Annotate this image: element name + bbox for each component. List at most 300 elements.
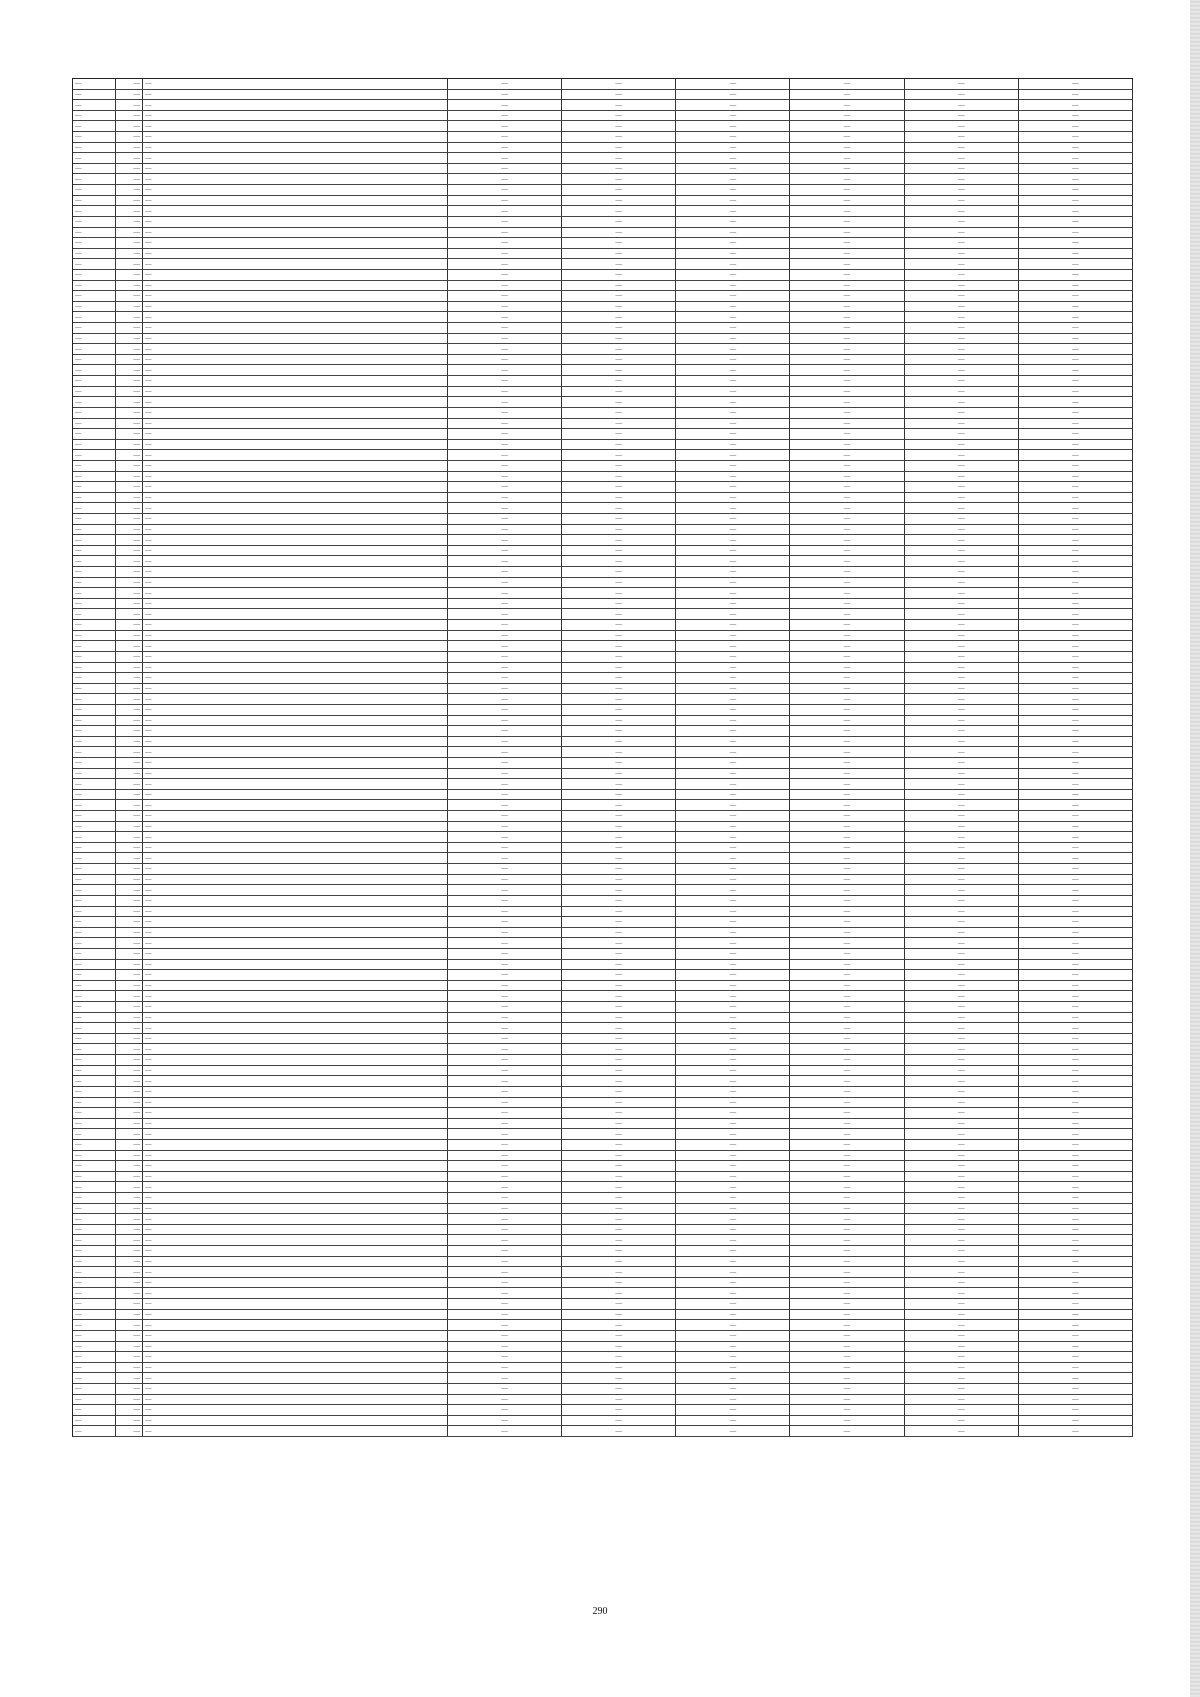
- table-cell: —: [1018, 185, 1132, 196]
- table-cell: —: [1018, 1150, 1132, 1161]
- table-cell: —: [562, 800, 676, 811]
- table-row: [73, 1383, 1133, 1394]
- table-cell: —: [1018, 142, 1132, 153]
- table-cell: —: [1018, 344, 1132, 355]
- table-cell: —: [904, 630, 1018, 641]
- table-cell: —: [73, 768, 116, 779]
- table-cell: —: [676, 1055, 790, 1066]
- table-cell: —: [73, 153, 116, 164]
- table-cell: —: [904, 1012, 1018, 1023]
- table-row: [73, 439, 1133, 450]
- table-cell: —: [676, 927, 790, 938]
- table-cell: —: [448, 959, 562, 970]
- table-cell: —: [676, 853, 790, 864]
- table-cell: —: [143, 418, 448, 429]
- table-cell: —: [790, 248, 904, 259]
- table-cell: —: [904, 1214, 1018, 1225]
- table-cell: —: [790, 1383, 904, 1394]
- table-cell: —: [676, 535, 790, 546]
- table-cell: —: [904, 545, 1018, 556]
- table-cell: —: [448, 673, 562, 684]
- table-cell: —: [790, 1330, 904, 1341]
- table-cell: —: [676, 694, 790, 705]
- table-cell: —: [676, 673, 790, 684]
- table-cell: —: [562, 535, 676, 546]
- table-cell: —: [116, 1415, 143, 1426]
- table-cell: —: [1018, 662, 1132, 673]
- table-row: [73, 238, 1133, 249]
- table-cell: —: [790, 1246, 904, 1257]
- table-cell: —: [676, 185, 790, 196]
- table-cell: —: [73, 673, 116, 684]
- table-cell: —: [116, 238, 143, 249]
- table-cell: —: [448, 609, 562, 620]
- table-cell: —: [790, 683, 904, 694]
- table-cell: —: [790, 1139, 904, 1150]
- table-cell: —: [448, 1267, 562, 1278]
- table-cell: —: [904, 1309, 1018, 1320]
- table-cell: —: [448, 1192, 562, 1203]
- table-cell: —: [562, 885, 676, 896]
- table-cell: —: [116, 429, 143, 440]
- table-cell: —: [904, 132, 1018, 143]
- table-cell: —: [73, 948, 116, 959]
- table-cell: —: [448, 694, 562, 705]
- table-cell: —: [116, 800, 143, 811]
- table-cell: —: [676, 1076, 790, 1087]
- table-cell: —: [143, 142, 448, 153]
- table-cell: —: [562, 1203, 676, 1214]
- table-cell: —: [448, 89, 562, 100]
- table-cell: —: [904, 800, 1018, 811]
- table-cell: —: [1018, 1065, 1132, 1076]
- table-cell: —: [116, 874, 143, 885]
- table-cell: —: [562, 948, 676, 959]
- table-cell: —: [116, 471, 143, 482]
- table-cell: —: [73, 970, 116, 981]
- table-cell: —: [790, 651, 904, 662]
- table-cell: —: [790, 1203, 904, 1214]
- table-cell: —: [73, 1309, 116, 1320]
- table-row: [73, 747, 1133, 758]
- table-cell: —: [73, 1161, 116, 1172]
- table-cell: —: [143, 471, 448, 482]
- table-cell: —: [562, 471, 676, 482]
- table-cell: —: [562, 216, 676, 227]
- table-cell: —: [116, 460, 143, 471]
- table-cell: —: [1018, 980, 1132, 991]
- table-cell: —: [676, 1129, 790, 1140]
- table-cell: —: [448, 439, 562, 450]
- table-cell: —: [676, 991, 790, 1002]
- table-cell: —: [448, 142, 562, 153]
- table-cell: —: [1018, 524, 1132, 535]
- table-cell: —: [676, 1405, 790, 1416]
- table-cell: —: [676, 227, 790, 238]
- table-cell: —: [73, 1277, 116, 1288]
- table-cell: —: [676, 429, 790, 440]
- table-cell: —: [790, 1320, 904, 1331]
- table-cell: —: [143, 344, 448, 355]
- table-cell: —: [562, 185, 676, 196]
- table-cell: —: [73, 386, 116, 397]
- table-cell: —: [904, 100, 1018, 111]
- table-row: [73, 259, 1133, 270]
- table-cell: —: [790, 174, 904, 185]
- table-cell: —: [143, 853, 448, 864]
- table-cell: —: [1018, 1246, 1132, 1257]
- table-cell: —: [73, 906, 116, 917]
- table-cell: —: [73, 1182, 116, 1193]
- table-cell: —: [116, 153, 143, 164]
- table-cell: —: [448, 397, 562, 408]
- table-cell: —: [73, 1097, 116, 1108]
- table-cell: —: [904, 1065, 1018, 1076]
- table-cell: —: [790, 323, 904, 334]
- table-cell: —: [1018, 1277, 1132, 1288]
- table-cell: —: [562, 365, 676, 376]
- table-cell: —: [116, 142, 143, 153]
- table-cell: —: [116, 450, 143, 461]
- table-cell: —: [143, 269, 448, 280]
- table-cell: —: [562, 588, 676, 599]
- table-cell: —: [448, 227, 562, 238]
- table-row: [73, 917, 1133, 928]
- table-row: [73, 885, 1133, 896]
- table-cell: —: [1018, 1055, 1132, 1066]
- table-cell: —: [116, 1362, 143, 1373]
- table-cell: —: [73, 545, 116, 556]
- table-cell: —: [116, 736, 143, 747]
- table-cell: —: [904, 980, 1018, 991]
- table-cell: —: [116, 100, 143, 111]
- table-cell: —: [73, 980, 116, 991]
- table-cell: —: [676, 323, 790, 334]
- table-cell: —: [562, 195, 676, 206]
- table-cell: —: [676, 450, 790, 461]
- table-row: [73, 545, 1133, 556]
- table-row: [73, 811, 1133, 822]
- table-cell: —: [73, 301, 116, 312]
- table-cell: —: [676, 789, 790, 800]
- table-cell: —: [904, 1086, 1018, 1097]
- table-cell: —: [904, 1203, 1018, 1214]
- table-cell: —: [1018, 280, 1132, 291]
- table-cell: —: [448, 758, 562, 769]
- table-cell: —: [73, 556, 116, 567]
- table-cell: —: [790, 1065, 904, 1076]
- table-cell: —: [143, 1192, 448, 1203]
- table-cell: —: [562, 513, 676, 524]
- table-cell: —: [143, 513, 448, 524]
- table-cell: —: [116, 864, 143, 875]
- table-cell: —: [73, 1002, 116, 1013]
- table-cell: —: [1018, 460, 1132, 471]
- table-cell: —: [676, 959, 790, 970]
- table-cell: —: [116, 386, 143, 397]
- table-cell: —: [904, 407, 1018, 418]
- table-cell: —: [143, 662, 448, 673]
- table-cell: —: [1018, 450, 1132, 461]
- table-cell: —: [1018, 482, 1132, 493]
- table-cell: —: [1018, 535, 1132, 546]
- table-row: [73, 874, 1133, 885]
- table-cell: —: [676, 800, 790, 811]
- table-cell: —: [904, 768, 1018, 779]
- table-cell: —: [1018, 609, 1132, 620]
- table-cell: —: [448, 153, 562, 164]
- table-cell: —: [562, 492, 676, 503]
- table-cell: —: [676, 704, 790, 715]
- table-cell: —: [73, 1076, 116, 1087]
- table-row: [73, 132, 1133, 143]
- table-cell: —: [1018, 301, 1132, 312]
- table-cell: —: [1018, 153, 1132, 164]
- table-cell: —: [562, 1023, 676, 1034]
- table-cell: —: [116, 216, 143, 227]
- table-cell: —: [143, 620, 448, 631]
- table-row: [73, 79, 1133, 89]
- table-cell: —: [904, 917, 1018, 928]
- table-cell: —: [143, 895, 448, 906]
- table-cell: —: [448, 524, 562, 535]
- table-cell: —: [676, 439, 790, 450]
- table-cell: —: [676, 110, 790, 121]
- table-row: [73, 535, 1133, 546]
- table-cell: —: [676, 1171, 790, 1182]
- table-cell: —: [1018, 1235, 1132, 1246]
- table-cell: —: [562, 832, 676, 843]
- table-cell: —: [448, 1415, 562, 1426]
- table-row: [73, 407, 1133, 418]
- table-cell: —: [143, 227, 448, 238]
- table-cell: —: [143, 598, 448, 609]
- table-cell: —: [790, 906, 904, 917]
- table-cell: —: [562, 789, 676, 800]
- table-cell: —: [116, 1023, 143, 1034]
- table-cell: —: [143, 567, 448, 578]
- table-cell: —: [116, 1203, 143, 1214]
- table-cell: —: [904, 1415, 1018, 1426]
- table-cell: —: [790, 185, 904, 196]
- table-cell: —: [116, 758, 143, 769]
- table-cell: —: [143, 503, 448, 514]
- table-cell: —: [904, 513, 1018, 524]
- table-cell: —: [790, 1299, 904, 1310]
- table-cell: —: [448, 980, 562, 991]
- table-cell: —: [790, 1235, 904, 1246]
- table-cell: —: [1018, 1097, 1132, 1108]
- table-cell: —: [116, 269, 143, 280]
- table-cell: —: [448, 185, 562, 196]
- table-cell: —: [562, 333, 676, 344]
- table-row: [73, 683, 1133, 694]
- table-cell: —: [562, 1235, 676, 1246]
- table-cell: —: [790, 407, 904, 418]
- table-cell: —: [676, 1394, 790, 1405]
- table-cell: —: [904, 1118, 1018, 1129]
- table-cell: —: [676, 1415, 790, 1426]
- table-cell: —: [1018, 1108, 1132, 1119]
- table-cell: —: [790, 280, 904, 291]
- table-cell: —: [904, 651, 1018, 662]
- table-cell: —: [676, 365, 790, 376]
- table-cell: —: [116, 1182, 143, 1193]
- table-cell: —: [790, 238, 904, 249]
- table-row: [73, 1256, 1133, 1267]
- table-cell: —: [904, 609, 1018, 620]
- table-cell: —: [790, 885, 904, 896]
- table-cell: —: [73, 1192, 116, 1203]
- table-cell: —: [448, 492, 562, 503]
- table-cell: —: [448, 1002, 562, 1013]
- table-cell: —: [73, 577, 116, 588]
- table-cell: —: [73, 206, 116, 217]
- table-cell: —: [73, 864, 116, 875]
- table-cell: —: [904, 959, 1018, 970]
- table-cell: —: [676, 1023, 790, 1034]
- table-cell: —: [904, 588, 1018, 599]
- table-cell: —: [448, 811, 562, 822]
- table-cell: —: [448, 163, 562, 174]
- table-cell: —: [143, 110, 448, 121]
- table-cell: —: [73, 895, 116, 906]
- table-cell: —: [790, 917, 904, 928]
- table-cell: —: [790, 418, 904, 429]
- table-cell: —: [904, 450, 1018, 461]
- table-cell: —: [1018, 163, 1132, 174]
- table-cell: —: [562, 1033, 676, 1044]
- table-cell: —: [448, 1277, 562, 1288]
- scan-edge: [1190, 0, 1200, 1697]
- table-cell: —: [143, 185, 448, 196]
- table-cell: —: [116, 503, 143, 514]
- table-cell: —: [676, 598, 790, 609]
- table-cell: —: [1018, 503, 1132, 514]
- table-cell: —: [904, 1373, 1018, 1384]
- table-cell: —: [143, 195, 448, 206]
- table-cell: —: [790, 1352, 904, 1363]
- table-cell: —: [73, 269, 116, 280]
- table-cell: —: [790, 1044, 904, 1055]
- table-cell: —: [143, 1129, 448, 1140]
- table-cell: —: [562, 79, 676, 89]
- table-cell: —: [73, 238, 116, 249]
- table-row: [73, 174, 1133, 185]
- table-cell: —: [562, 121, 676, 132]
- table-cell: —: [448, 1320, 562, 1331]
- table-cell: —: [676, 1182, 790, 1193]
- table-cell: —: [562, 450, 676, 461]
- table-cell: —: [904, 238, 1018, 249]
- table-cell: —: [1018, 874, 1132, 885]
- table-cell: —: [1018, 917, 1132, 928]
- table-cell: —: [1018, 1012, 1132, 1023]
- table-cell: —: [143, 1108, 448, 1119]
- table-cell: —: [562, 397, 676, 408]
- table-cell: —: [562, 1288, 676, 1299]
- table-cell: —: [448, 132, 562, 143]
- table-cell: —: [73, 1086, 116, 1097]
- table-cell: —: [790, 1277, 904, 1288]
- table-cell: —: [790, 567, 904, 578]
- table-cell: —: [448, 970, 562, 981]
- table-cell: —: [904, 195, 1018, 206]
- table-cell: —: [143, 683, 448, 694]
- table-cell: —: [143, 238, 448, 249]
- table-cell: —: [73, 662, 116, 673]
- table-cell: —: [790, 747, 904, 758]
- table-cell: —: [562, 1161, 676, 1172]
- table-cell: —: [143, 206, 448, 217]
- table-cell: —: [1018, 779, 1132, 790]
- table-cell: —: [790, 620, 904, 631]
- table-cell: —: [790, 429, 904, 440]
- table-cell: —: [562, 811, 676, 822]
- table-row: [73, 970, 1133, 981]
- table-cell: —: [73, 248, 116, 259]
- table-cell: —: [73, 291, 116, 302]
- table-cell: —: [448, 991, 562, 1002]
- table-cell: —: [790, 588, 904, 599]
- table-cell: —: [448, 726, 562, 737]
- table-cell: —: [904, 821, 1018, 832]
- table-cell: —: [116, 259, 143, 270]
- table-cell: —: [143, 874, 448, 885]
- table-cell: —: [562, 991, 676, 1002]
- table-cell: —: [676, 386, 790, 397]
- table-cell: —: [448, 736, 562, 747]
- table-cell: —: [1018, 1044, 1132, 1055]
- table-cell: —: [790, 1309, 904, 1320]
- table-cell: —: [73, 185, 116, 196]
- table-cell: —: [448, 927, 562, 938]
- table-cell: —: [73, 598, 116, 609]
- table-cell: —: [73, 216, 116, 227]
- table-cell: —: [116, 418, 143, 429]
- table-cell: —: [143, 1086, 448, 1097]
- table-cell: —: [143, 1097, 448, 1108]
- table-cell: —: [73, 704, 116, 715]
- table-cell: —: [562, 142, 676, 153]
- table-row: [73, 768, 1133, 779]
- table-cell: —: [562, 938, 676, 949]
- table-cell: —: [1018, 1192, 1132, 1203]
- table-cell: —: [562, 1330, 676, 1341]
- table-cell: —: [904, 991, 1018, 1002]
- table-cell: —: [73, 1341, 116, 1352]
- table-cell: —: [790, 110, 904, 121]
- table-cell: —: [448, 651, 562, 662]
- table-cell: —: [790, 1076, 904, 1087]
- table-row: [73, 577, 1133, 588]
- table-cell: —: [904, 577, 1018, 588]
- table-cell: —: [562, 1352, 676, 1363]
- table-row: [73, 1320, 1133, 1331]
- table-cell: —: [143, 450, 448, 461]
- table-row: [73, 216, 1133, 227]
- table-cell: —: [448, 1044, 562, 1055]
- table-cell: —: [676, 1086, 790, 1097]
- table-cell: —: [73, 917, 116, 928]
- table-cell: —: [790, 100, 904, 111]
- table-cell: —: [790, 216, 904, 227]
- table-cell: —: [116, 513, 143, 524]
- table-cell: —: [676, 917, 790, 928]
- table-row: [73, 386, 1133, 397]
- table-row: [73, 1394, 1133, 1405]
- table-cell: —: [73, 132, 116, 143]
